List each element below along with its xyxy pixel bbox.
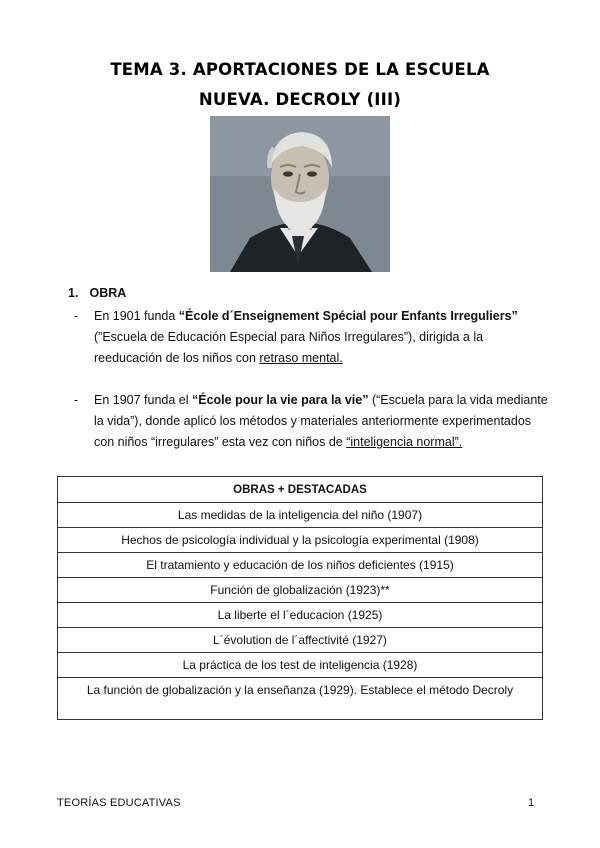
works-table [57, 476, 543, 720]
page-title-line-2: NUEVA. DECROLY (III) [198, 90, 402, 109]
table-row: Las medidas de la inteligencia del niño (1907) [58, 503, 543, 528]
list-item-description: (“Escuela para la vida mediante la vida”), donde aplicó los métodos y materiales anteriormente experimentados con niños “irregulares” esta vez con niños de [94, 393, 548, 449]
page-title-line-1: TEMA 3. APORTACIONES DE LA ESCUELA [110, 60, 490, 79]
table-row: La práctica de los test de inteligencia (1928) [58, 653, 543, 678]
table-row: Función de globalización (1923)** [58, 578, 543, 603]
list-item-intro: En 1901 funda [94, 309, 179, 323]
section-title: OBRA [89, 286, 127, 300]
table-header: OBRAS + DESTACADAS [58, 477, 543, 503]
table-row: L´évolution de l´affectivité (1927) [58, 628, 543, 653]
list-item-intro: En 1907 funda el [94, 393, 192, 407]
table-row: El tratamiento y educación de los niños deficientes (1915) [58, 553, 543, 578]
list-item-text [94, 306, 554, 369]
underlined-term: retraso mental. [259, 351, 343, 365]
school-name: “École pour la vie para la vie” [192, 393, 369, 407]
underlined-term: “inteligencia normal”. [346, 435, 463, 449]
table-row: Hechos de psicología individual y la psicología experimental (1908) [58, 528, 543, 553]
table-row: La liberte el l´educacion (1925) [58, 603, 543, 628]
list-dash: - [74, 309, 79, 323]
school-name: “École d´Enseignement Spécial pour Enfants Irreguliers” [178, 309, 518, 323]
page-number: 1 [528, 797, 535, 809]
list-dash: - [74, 393, 79, 407]
list-item-description: (”Escuela de Educación Especial para Niños Irregulares”), dirigida a la reeducación de los niños con [94, 330, 484, 365]
footer-label: TEORÍAS EDUCATIVAS [57, 797, 181, 809]
table-row: La función de globalización y la enseñanza (1929). Establece el método Decroly [58, 678, 543, 720]
list-item-text [94, 390, 554, 453]
section-heading-obra [68, 286, 126, 300]
portrait-photo [210, 116, 390, 272]
section-number: 1. [68, 286, 79, 300]
